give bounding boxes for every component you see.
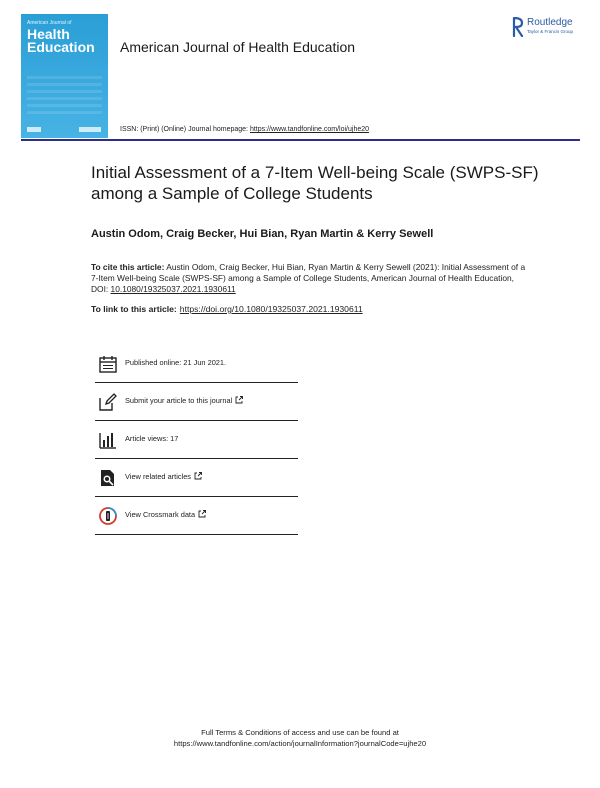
issn-label: ISSN: (Print) (Online) Journal homepage:	[120, 126, 250, 133]
action-label: Article views: 17	[125, 434, 179, 443]
journal-name: American Journal of Health Education	[120, 39, 356, 55]
action-label	[125, 396, 243, 405]
article-authors: Austin Odom, Craig Becker, Hui Bian, Ryan Martin & Kerry Sewell	[91, 228, 434, 240]
calendar-icon	[99, 355, 117, 373]
action-published-online	[95, 345, 298, 383]
action-label-text: View related articles	[125, 472, 191, 481]
external-link-icon	[235, 396, 243, 404]
cover-title-line2: Education	[27, 39, 95, 55]
action-label	[125, 472, 202, 481]
cover-footer-logos	[27, 127, 102, 133]
action-crossmark[interactable]	[95, 497, 298, 535]
external-link-icon	[194, 472, 202, 480]
cover-kicker: American Journal of	[27, 20, 72, 26]
routledge-logo-icon	[512, 17, 524, 37]
crossmark-icon	[99, 507, 117, 525]
citation-block	[91, 262, 531, 295]
citation-text: Austin Odom, Craig Becker, Hui Bian, Ryan Martin & Kerry Sewell (2021): Initial Assessment of a 7-Item Well-being Scale (SWPS-SF) among a Sample of College Students, American Journal of Health Education, DOI:	[91, 262, 526, 294]
journal-cover	[21, 14, 108, 138]
footer-terms-link[interactable]: https://www.tandfonline.com/action/journalInformation?journalCode=ujhe20	[173, 739, 427, 748]
edit-icon	[99, 393, 117, 411]
cover-pattern	[27, 76, 102, 116]
article-doi-link[interactable]: https://doi.org/10.1080/19325037.2021.1930611	[179, 304, 363, 314]
cover-title-line1: Health	[27, 26, 70, 42]
action-label	[125, 510, 206, 519]
header-divider	[21, 139, 580, 141]
issn-line	[120, 126, 369, 133]
citation-label: To cite this article:	[91, 262, 165, 272]
action-label-text: View Crossmark data	[125, 510, 196, 519]
action-article-views	[95, 421, 298, 459]
external-link-icon	[198, 510, 206, 518]
publisher-name: Routledge	[527, 17, 573, 28]
action-label: Published online: 21 Jun 2021.	[125, 358, 227, 367]
link-block	[91, 304, 363, 314]
bar-chart-icon	[99, 431, 117, 449]
action-label-text: Submit your article to this journal	[125, 396, 233, 405]
article-title: Initial Assessment of a 7-Item Well-being Scale (SWPS-SF) among a Sample of College Students	[91, 163, 539, 203]
routledge-logo	[512, 16, 596, 38]
related-articles-icon	[99, 469, 117, 487]
citation-doi-link[interactable]: 10.1080/19325037.2021.1930611	[110, 284, 236, 294]
publisher-tagline: Taylor & Francis Group	[527, 29, 574, 34]
cover-title	[27, 28, 95, 54]
page-footer	[0, 727, 600, 749]
journal-homepage-link[interactable]: https://www.tandfonline.com/loi/ujhe20	[249, 126, 370, 133]
action-submit-article[interactable]	[95, 383, 298, 421]
link-label: To link to this article:	[91, 304, 177, 314]
action-related-articles[interactable]	[95, 459, 298, 497]
footer-terms-text: Full Terms & Conditions of access and use can be found at	[201, 728, 399, 737]
article-actions	[95, 345, 298, 535]
